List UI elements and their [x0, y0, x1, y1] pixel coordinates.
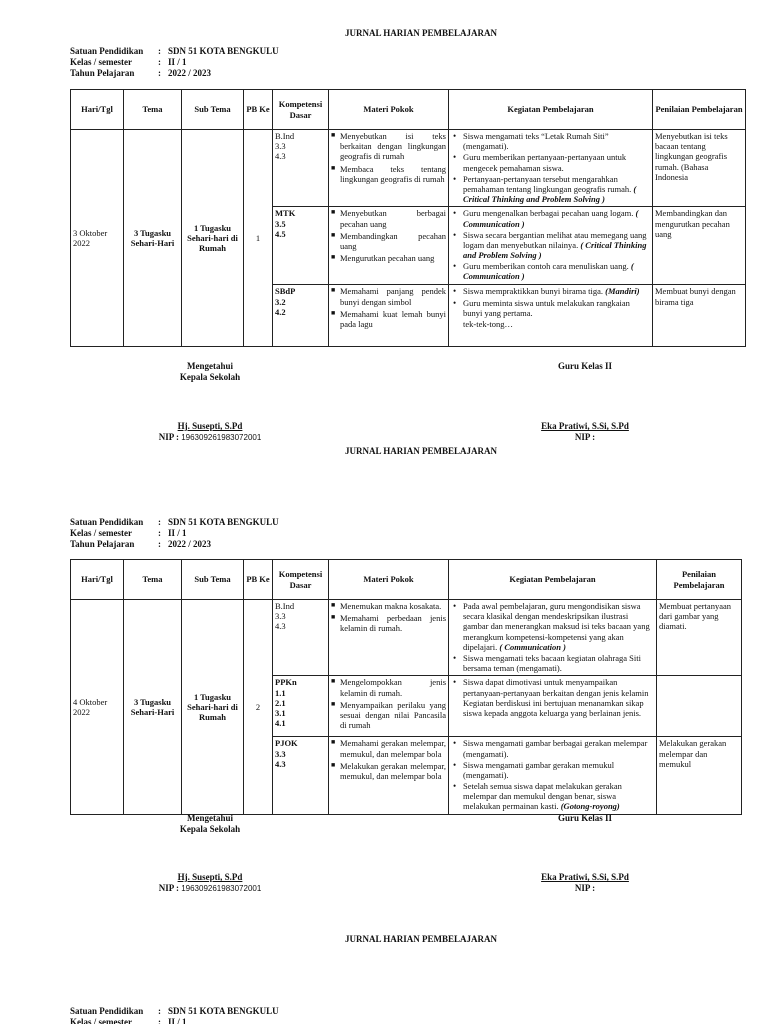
kegiatan-cell: [449, 207, 653, 285]
header-kd: Kompetensi Dasar: [273, 560, 329, 600]
principal-name: Hj. Susepti, S.Pd: [177, 872, 243, 882]
kd-subject: PPKn: [275, 677, 297, 688]
materi-item: ■ Memahami perbedaan jenis kelamin di rumah.: [331, 613, 446, 633]
kd-cell: [273, 130, 329, 207]
kd-subject: MTK: [275, 208, 296, 219]
header-tema: Tema: [124, 90, 182, 130]
kd-number: 2.1: [275, 697, 286, 708]
page-title: JURNAL HARIAN PEMBELAJARAN: [344, 28, 497, 38]
materi-cell: [329, 207, 449, 285]
kd-cell: [273, 676, 329, 737]
materi-cell: [329, 285, 449, 347]
kd-number: 4.3: [275, 151, 286, 162]
kd-number: 3.3: [275, 141, 286, 152]
kd-number: 4.2: [275, 306, 286, 317]
kd-number: 3.3: [275, 748, 286, 759]
teacher-name: Eka Pratiwi, S.Si, S.Pd: [541, 872, 629, 882]
kegiatan-item: • Siswa mengamati gambar berbagai gerakan melempar (mengamati).: [451, 738, 654, 758]
kegiatan-item: • Guru memberikan pertanyaan-pertanyaan untuk mengecek pemahaman siswa.: [451, 152, 650, 172]
header-penilaian: Penilaian Pembelajaran: [653, 90, 746, 130]
kegiatan-cell: [449, 676, 657, 737]
header-pb: PB Ke: [244, 90, 273, 130]
subtema-cell: 1 Tugasku Sehari-hari di Rumah: [182, 130, 244, 347]
tema-cell: 3 Tugasku Sehari-Hari: [124, 130, 182, 347]
signature-left: Mengetahui Kepala Sekolah: [179, 813, 241, 834]
header-subtema: Sub Tema: [182, 90, 244, 130]
principal-nip: 196309261983072001: [181, 883, 262, 893]
kegiatan-item: • Guru mengenalkan berbagai pecahan uang logam. ( Communication ): [451, 208, 650, 228]
kegiatan-item: • Setelah semua siswa dapat melakukan gerakan melempar dan memukul dengan benar, siswa melakukan permainan kasti. (Gotong-royong): [451, 781, 654, 812]
principal-name-block: Hj. Susepti, S.Pd NIP : 196309261983072001: [130, 872, 290, 894]
materi-item: ■ Membaca teks tentang lingkungan geografis di rumah: [331, 164, 446, 184]
header-kd: Kompetensi Dasar: [273, 90, 329, 130]
signature-right: Guru Kelas II: [557, 361, 612, 371]
materi-item: ■ Menyebutkan isi teks berkaitan dengan lingkungan geografis di rumah: [331, 131, 446, 162]
materi-item: ■ Menemukan makna kosakata.: [331, 601, 446, 611]
school-info: Satuan Pendidikan : SDN 51 KOTA BENGKULU Kelas / semester : II / 1 Tahun Pelajaran : 2022 / 2023: [70, 46, 279, 78]
kegiatan-item: • Guru meminta siswa untuk melakukan rangkaian bunyi yang pertama.: [451, 298, 650, 318]
kd-subject: SBdP: [275, 286, 296, 297]
kegiatan-item: • Siswa mengamati teks bacaan kegiatan olahraga Siti bersama teman (mengamati).: [451, 653, 654, 673]
school-info: Satuan Pendidikan : SDN 51 KOTA BENGKULU Kelas / semester : II / 1 Tahun Pelajaran : 2022 / 2023: [70, 517, 279, 549]
materi-cell: [329, 130, 449, 207]
materi-item: ■ Memahami kuat lemah bunyi pada lagu: [331, 309, 446, 329]
materi-item: ■ Menyampaikan perilaku yang sesuai dengan nilai Pancasila di rumah: [331, 700, 446, 731]
materi-cell: [329, 737, 449, 815]
teacher-name-block: [515, 872, 655, 894]
penilaian-cell: Melakukan gerakan melempar dan memukul: [657, 737, 742, 815]
penilaian-cell: Menyebutkan isi teks bacaan tentang lingkungan geografis rumah. (Bahasa Indonesia: [653, 130, 746, 207]
kd-cell: [273, 600, 329, 676]
materi-item: ■ Mengelompokkan jenis kelamin di rumah.: [331, 677, 446, 697]
kegiatan-item: • Guru memberikan contoh cara menuliskan uang. ( Communication ): [451, 261, 650, 281]
kd-number: 3.3: [275, 611, 286, 622]
header-subtema: Sub Tema: [182, 560, 244, 600]
kegiatan-item: • Siswa mempraktikkan bunyi birama tiga. (Mandiri): [451, 286, 650, 296]
page-title: JURNAL HARIAN PEMBELAJARAN: [344, 934, 497, 944]
kegiatan-cell: [449, 130, 653, 207]
date-cell: 4 Oktober 2022: [71, 600, 124, 815]
penilaian-cell: Membuat bunyi dengan birama tiga: [653, 285, 746, 347]
materi-cell: [329, 600, 449, 676]
header-penilaian: Penilaian Pembelajaran: [657, 560, 742, 600]
kd-subject: B.Ind: [275, 601, 295, 611]
kd-cell: [273, 737, 329, 815]
kegiatan-item: • Pada awal pembelajaran, guru mengondisikan siswa secara klasikal dengan mendeskripsikan ilustrasi gambar dan menerangkan maksud isi teks bacaan yang merangkum kompetensi-kompetensi yang akan dipelajari. ( Communication ): [451, 601, 654, 652]
signature-right: Guru Kelas II: [557, 813, 612, 823]
subtema-cell: 1 Tugasku Sehari-hari di Rumah: [182, 600, 244, 815]
journal-table-1: [70, 89, 746, 347]
kd-number: 4.3: [275, 758, 286, 769]
kd-number: 3.1: [275, 707, 286, 718]
header-hari: Hari/Tgl: [71, 560, 124, 600]
signature-left: Mengetahui Kepala Sekolah: [179, 361, 241, 382]
header-materi: Materi Pokok: [329, 560, 449, 600]
kegiatan-item: • Siswa dapat dimotivasi untuk menyampaikan pertanyaan-pertanyaan berkaitan dengan jenis kelamin Kegiatan berdiskusi ini bertujuan menanamkan sikap siswa kepada anggota keluarga yang berlainan jenis.: [451, 677, 654, 718]
principal-name: Hj. Susepti, S.Pd: [177, 421, 243, 431]
table-row: [71, 600, 742, 676]
date-cell: 3 Oktober 2022: [71, 130, 124, 347]
penilaian-cell: [657, 676, 742, 737]
table-header-row: [71, 90, 746, 130]
materi-item: ■ Memahami panjang pendek bunyi dengan simbol: [331, 286, 446, 306]
materi-item: ■ Melakukan gerakan melempar, memukul, dan melempar bola: [331, 761, 446, 781]
penilaian-cell: Membuat pertanyaan dari gambar yang diamati.: [657, 600, 742, 676]
header-hari: Hari/Tgl: [71, 90, 124, 130]
kd-cell: [273, 285, 329, 347]
kegiatan-cell: [449, 737, 657, 815]
school-info: Satuan Pendidikan : SDN 51 KOTA BENGKULU Kelas / semester : II / 1: [70, 1006, 279, 1024]
principal-name-block: Hj. Susepti, S.Pd NIP : 196309261983072001: [130, 421, 290, 443]
pb-cell: 1: [244, 130, 273, 347]
kd-number: 4.5: [275, 228, 286, 239]
table-header-row: [71, 560, 742, 600]
materi-item: ■ Mengurutkan pecahan uang: [331, 253, 446, 263]
kegiatan-item: • Siswa secara bergantian melihat atau memegang uang logam dan menyebutkan nilainya. ( Critical Thinking and Problem Solving ): [451, 230, 650, 261]
teacher-name: Eka Pratiwi, S.Si, S.Pd: [541, 421, 629, 431]
materi-item: ■ Menyebutkan berbagai pecahan uang: [331, 208, 446, 228]
materi-item: ■ Membandingkan pecahan uang: [331, 231, 446, 251]
tema-cell: 3 Tugasku Sehari-Hari: [124, 600, 182, 815]
kegiatan-item: • Siswa mengamati gambar gerakan memukul (mengamati).: [451, 760, 654, 780]
header-tema: Tema: [124, 560, 182, 600]
kegiatan-item: • Siswa mengamati teks “Letak Rumah Siti” (mengamati).: [451, 131, 650, 151]
table-row: [71, 130, 746, 207]
teacher-nip: NIP :: [574, 882, 596, 893]
header-pb: PB Ke: [244, 560, 273, 600]
header-kegiatan: Kegiatan Pembelajaran: [449, 560, 657, 600]
kegiatan-item: • Pertanyaan-pertanyaan tersebut mengarahkan pemahaman tentang lingkungan geografis rumah. ( Critical Thinking and Problem Solving ): [451, 174, 650, 205]
kd-number: 3.5: [275, 218, 286, 229]
kd-number: 4.3: [275, 621, 286, 632]
header-kegiatan: Kegiatan Pembelajaran: [449, 90, 653, 130]
kd-subject: PJOK: [275, 738, 298, 749]
kd-cell: [273, 207, 329, 285]
kegiatan-cell: [449, 600, 657, 676]
page-title: JURNAL HARIAN PEMBELAJARAN: [344, 446, 497, 456]
kd-number: 3.2: [275, 296, 286, 307]
materi-item: ■ Memahami gerakan melempar, memukul, dan melempar bola: [331, 738, 446, 758]
kegiatan-cell: [449, 285, 653, 347]
penilaian-cell: Membandingkan dan mengurutkan pecahan uang: [653, 207, 746, 285]
header-materi: Materi Pokok: [329, 90, 449, 130]
teacher-nip: NIP :: [574, 431, 596, 442]
journal-table-2: [70, 559, 742, 815]
materi-cell: [329, 676, 449, 737]
pb-cell: 2: [244, 600, 273, 815]
principal-nip: 196309261983072001: [181, 432, 262, 442]
kd-number: 1.1: [275, 687, 286, 698]
teacher-name-block: [515, 421, 655, 443]
kd-number: 4.1: [275, 718, 286, 729]
kegiatan-tail: tek-tek-tong…: [463, 318, 514, 329]
kd-subject: B.Ind: [275, 131, 295, 141]
